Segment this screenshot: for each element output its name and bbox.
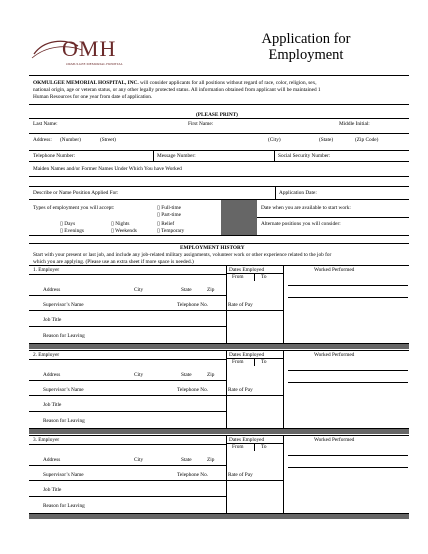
- intro-line-3: Human Resources for one year from date of application.: [33, 94, 153, 100]
- divider: [226, 443, 283, 444]
- divider: [283, 435, 284, 513]
- intro-bottom-rule: [29, 104, 409, 105]
- weekends-label: Weekends: [115, 228, 137, 234]
- rate-of-pay-label: Rate of Pay: [228, 387, 253, 393]
- from-label: From: [232, 274, 244, 280]
- position-applied-label: Describe or Name Position Applied For:: [33, 190, 119, 196]
- to-label: To: [261, 359, 267, 365]
- logo-subtext: OKMULGEE MEMORIAL HOSPITAL: [66, 62, 123, 66]
- intro-line-1-rest: will consider applicants for all positions without regard of race, color, religion, sex,: [140, 80, 317, 86]
- telephone-label: Telephone Number:: [33, 153, 76, 159]
- state-label: (State): [319, 137, 334, 143]
- divider: [29, 496, 226, 497]
- days-checkbox[interactable]: ▯ Days: [60, 221, 76, 227]
- address-label: Address:: [33, 137, 52, 143]
- divider: [29, 395, 283, 396]
- zip-label: Zip: [207, 287, 215, 293]
- dates-employed-label: Dates Employed: [229, 267, 265, 273]
- work-line: [288, 455, 408, 456]
- employment-types-label: Types of employment you will accept:: [33, 205, 115, 211]
- separator-bar: [29, 514, 409, 519]
- divider: [274, 150, 275, 161]
- part-time-checkbox[interactable]: ▯ Part-time: [157, 212, 181, 218]
- evenings-checkbox[interactable]: ▯ Evenings: [60, 228, 84, 234]
- intro-line-1: [33, 80, 317, 86]
- state-label: State: [181, 287, 192, 293]
- reason-for-leaving-label: Reason for Leaving: [43, 333, 85, 339]
- divider: [29, 235, 409, 236]
- employer-top-rule: [29, 265, 409, 266]
- street-label: (Street): [100, 137, 116, 143]
- city-label: (City): [268, 137, 281, 143]
- divider: [254, 358, 255, 366]
- zip-label: Zip: [207, 457, 215, 463]
- state-label: State: [181, 457, 192, 463]
- message-label: Message Number:: [157, 153, 196, 159]
- number-label: (Number): [60, 137, 81, 143]
- temporary-label: Temporary: [161, 228, 185, 234]
- work-line: [288, 370, 408, 371]
- alternate-positions-label: Alternate positions you will consider:: [261, 221, 341, 227]
- work-line: [288, 285, 408, 286]
- divider: [29, 243, 409, 244]
- org-name: OKMULGEE MEMORIAL HOSPITAL, INC.: [33, 80, 139, 86]
- maiden-names-label: Maiden Names and/or Former Names Under Which You have Worked: [33, 166, 182, 172]
- middle-initial-label: Middle Initial:: [339, 121, 370, 127]
- ssn-label: Social Security Number:: [278, 153, 331, 159]
- full-time-checkbox[interactable]: ▯ Full-time: [157, 205, 181, 211]
- rate-of-pay-label: Rate of Pay: [228, 472, 253, 478]
- divider: [226, 435, 227, 513]
- page-title: [246, 31, 366, 63]
- telephone-label: Telephone No.: [177, 387, 209, 393]
- first-name-label: First Name:: [188, 121, 214, 127]
- divider: [283, 265, 284, 343]
- reason-for-leaving-label: Reason for Leaving: [43, 503, 85, 509]
- employer-top-rule: [29, 350, 409, 351]
- telephone-label: Telephone No.: [177, 472, 209, 478]
- weekends-checkbox[interactable]: ▯ Weekends: [111, 228, 137, 234]
- evenings-label: Evenings: [64, 228, 84, 234]
- employer-label: 3. Employer: [33, 437, 60, 443]
- work-line: [288, 382, 408, 383]
- full-time-label: Full-time: [161, 205, 181, 211]
- divider: [29, 176, 409, 177]
- nights-checkbox[interactable]: ▯ Nights: [111, 221, 130, 227]
- divider: [29, 480, 283, 481]
- dates-employed-label: Dates Employed: [229, 352, 265, 358]
- worked-performed-label: Worked Performed: [314, 267, 355, 273]
- divider: [254, 273, 255, 281]
- city-label: City: [134, 457, 144, 463]
- application-date-label: Application Date:: [279, 190, 317, 196]
- divider: [226, 358, 283, 359]
- employer-label: 1. Employer: [33, 267, 60, 273]
- relief-checkbox[interactable]: ▯ Relief: [157, 221, 175, 227]
- employment-history-heading: EMPLOYMENT HISTORY: [180, 245, 245, 251]
- supervisor-label: Supervisor’s Name: [43, 472, 84, 478]
- divider: [283, 350, 284, 428]
- intro-line-2: national origin, age or veteran status, or any other legally protected status. All information obtained from applicant will be maintained 1: [33, 87, 321, 93]
- address-label: Address: [43, 457, 61, 463]
- relief-label: Relief: [161, 221, 175, 227]
- divider: [29, 133, 409, 134]
- to-label: To: [261, 274, 267, 280]
- please-print-heading: (PLEASE PRINT): [196, 112, 238, 118]
- logo-text: OMH: [62, 36, 117, 61]
- job-title-label: Job Title: [43, 487, 62, 493]
- divider: [29, 465, 226, 466]
- divider: [29, 118, 409, 119]
- title-line-2: Employment: [268, 47, 344, 63]
- divider: [226, 350, 227, 428]
- telephone-label: Telephone No.: [177, 302, 209, 308]
- separator-bar: [29, 344, 409, 349]
- employer-line: [29, 444, 226, 445]
- days-label: Days: [64, 221, 76, 227]
- worked-performed-label: Worked Performed: [314, 437, 355, 443]
- employer-line: [29, 274, 226, 275]
- nights-label: Nights: [115, 221, 130, 227]
- city-label: City: [134, 372, 144, 378]
- divider: [29, 199, 409, 200]
- hospital-logo: [30, 34, 160, 70]
- divider: [29, 295, 226, 296]
- divider: [257, 217, 409, 218]
- separator-bar: [29, 429, 409, 434]
- divider: [29, 380, 226, 381]
- start-date-label: Date when you are available to start work:: [261, 205, 351, 211]
- zip-label: Zip: [207, 372, 215, 378]
- to-label: To: [261, 444, 267, 450]
- divider: [226, 265, 227, 343]
- city-label: City: [134, 287, 144, 293]
- job-title-label: Job Title: [43, 402, 62, 408]
- dates-employed-label: Dates Employed: [229, 437, 265, 443]
- job-title-label: Job Title: [43, 317, 62, 323]
- divider: [254, 443, 255, 451]
- supervisor-label: Supervisor’s Name: [43, 387, 84, 393]
- address-label: Address: [43, 287, 61, 293]
- rate-of-pay-label: Rate of Pay: [228, 302, 253, 308]
- history-instructions-2: which you are applying. (Please use an extra sheet if more space is needed.): [33, 259, 194, 265]
- from-label: From: [232, 444, 244, 450]
- state-label: State: [181, 372, 192, 378]
- worked-performed-label: Worked Performed: [314, 352, 355, 358]
- shaded-column: [221, 200, 257, 235]
- temporary-checkbox[interactable]: ▯ Temporary: [157, 228, 185, 234]
- work-line: [288, 297, 408, 298]
- divider: [29, 161, 409, 162]
- zip-label: (Zip Code): [355, 137, 379, 143]
- title-line-1: Application for: [261, 31, 351, 47]
- divider: [29, 310, 283, 311]
- divider: [29, 150, 409, 151]
- history-instructions-1: Start with your present or last job, and include any job-related military assignments, volunteer work or other experience related to the job for: [33, 252, 332, 258]
- divider: [275, 186, 276, 199]
- reason-for-leaving-label: Reason for Leaving: [43, 418, 85, 424]
- last-name-label: Last Name:: [33, 121, 58, 127]
- employer-label: 2. Employer: [33, 352, 60, 358]
- divider: [153, 150, 154, 161]
- from-label: From: [232, 359, 244, 365]
- divider: [29, 411, 226, 412]
- employer-top-rule: [29, 435, 409, 436]
- work-line: [288, 467, 408, 468]
- divider: [29, 326, 226, 327]
- divider: [29, 186, 409, 187]
- employer-line: [29, 359, 226, 360]
- address-label: Address: [43, 372, 61, 378]
- divider: [226, 273, 283, 274]
- part-time-label: Part-time: [161, 212, 181, 218]
- supervisor-label: Supervisor’s Name: [43, 302, 84, 308]
- top-rule: [29, 75, 409, 76]
